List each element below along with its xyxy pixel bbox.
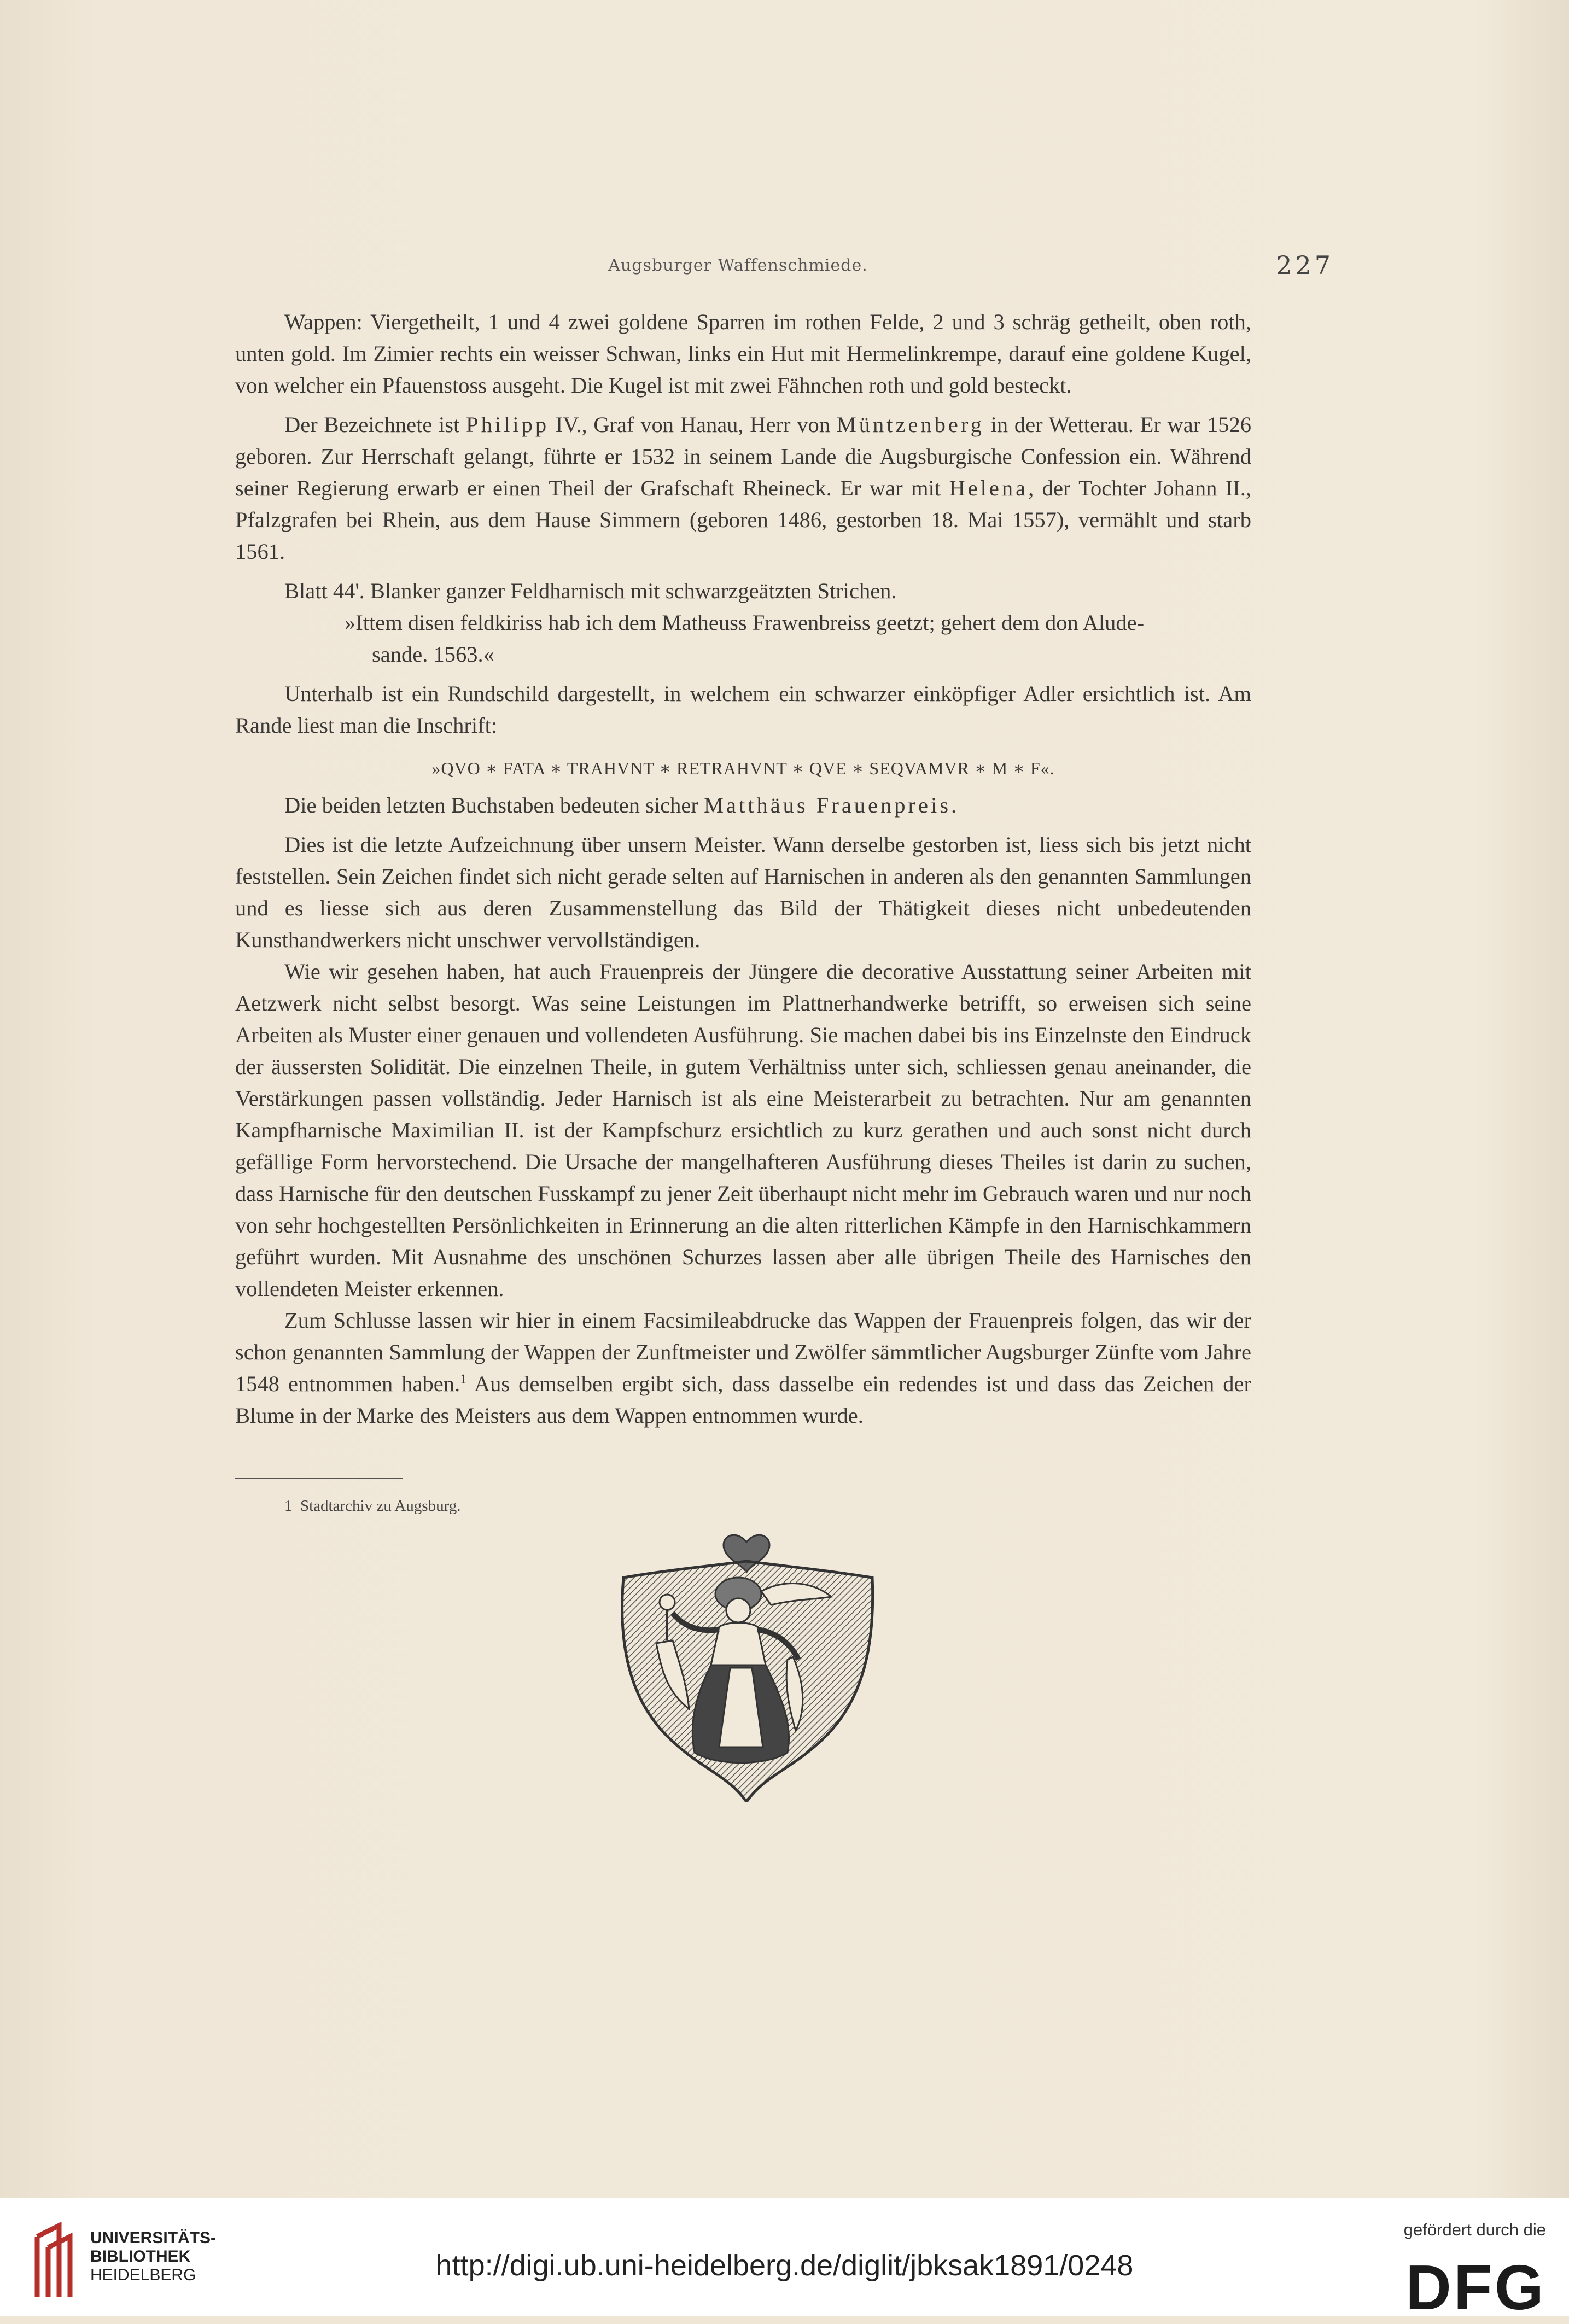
body-text [235, 306, 1251, 1432]
text-run: Der Bezeichnete ist [284, 412, 466, 437]
paragraph-rundschild: Unterhalb ist ein Rundschild dargestellt, in welchem ein schwarzer einköpfiger Adler ersichtlich ist. Am Rande liest man die Inschrift: [235, 681, 1251, 738]
name-helena: Helena [949, 476, 1029, 500]
paragraph-coat-of-arms: Wappen: Viergetheilt, 1 und 4 zwei goldene Sparren im rothen Felde, 2 und 3 schräg getheilt, oben roth, unten gold. Im Zimier rechts ein weisser Schwan, links ein Hut mit Hermelinkrempe, darauf eine goldene Kugel, von welcher ein Pfauenstoss ausgeht. Die Kugel ist mit zwei Fähnchen roth und gold besteckt. [235, 310, 1251, 398]
name-muentzenberg: Müntzenberg [836, 412, 984, 437]
library-name-line-1: UNIVERSITÄTS- [90, 2229, 217, 2247]
text-run: in der Wetterau. Er war 1526 geboren. Zur Herrschaft gelangt, führte er 1532 in seinem Lande die Augsburgische Confession ein. Während seiner Regierung erwarb er einen Theil der Grafschaft Rheineck. Er war mit [235, 412, 1251, 500]
text-run: IV., Graf von Hanau, Herr von [549, 412, 837, 437]
name-frauenpreis: Matthäus Frauenpreis [703, 793, 951, 818]
funding-caption: gefördert durch die [1403, 2220, 1546, 2239]
paragraph-philipp [235, 409, 1251, 568]
page-header [235, 250, 1334, 283]
footnote [284, 1497, 460, 1515]
page-number: 227 [1276, 250, 1334, 280]
paragraph-blatt: Blatt 44'. Blanker ganzer Feldharnisch mit schwarzgeätzten Strichen. [284, 579, 897, 603]
quote-line-2: sande. 1563.« [372, 642, 494, 667]
library-name-line-3: HEIDELBERG [90, 2266, 196, 2284]
paragraph-aufzeichnung: Dies ist die letzte Aufzeichnung über unsern Meister. Wann derselbe gestorben ist, liess sich bis jetzt nicht feststellen. Sein Zeichen findet sich nicht gerade selten auf Harnischen in anderen als den genannten Sammlungen und es liesse sich aus deren Zusammenstellung das Bild der Thätigkeit dieses nicht unbedeutenden Kunsthandwerkers nicht unschwer vervollständigen. [235, 832, 1251, 952]
quote-line-1: »Ittem disen feldkiriss hab ich dem Matheuss Frawenbreiss geetzt; gehert dem don Alude- [345, 610, 1145, 635]
text-run: Zum Schlusse lassen wir hier in einem Facsimileabdrucke das Wappen der Frauenpreis folgen, das wir der schon genannten Sammlung der Wappen der Zunftmeister und Zwölfer sämmtlicher Augsburger Zünfte vom Jahre 1548 entnommen haben. [235, 1308, 1251, 1396]
footnote-rule [235, 1478, 403, 1479]
footnote-marker: 1 [284, 1497, 293, 1515]
text-run: Die beiden letzten Buchstaben bedeuten sicher [284, 793, 704, 818]
text-run: . [951, 793, 957, 818]
footnote-ref: 1 [460, 1372, 467, 1387]
dfg-logo: DFG [1405, 2252, 1546, 2323]
inscription: »QVO ∗ FATA ∗ TRAHVNT ∗ RETRAHVNT ∗ QVE ∗ SEQVAMVR ∗ M ∗ F«. [431, 758, 1055, 778]
name-philipp: Philipp [466, 412, 550, 437]
paragraph-leistungen: Wie wir gesehen haben, hat auch Frauenpreis der Jüngere die decorative Ausstattung seiner Arbeiten mit Aetzwerk nicht selbst besorgt. Was seine Leistungen im Plattnerhandwerke betrifft, so erweisen sich seine Arbeiten als Muster einer genauen und vollendeten Ausführung. Sie machen dabei bis ins Einzelnste den Eindruck der äussersten Solidität. Die einzelnen Theile, in gutem Verhältniss unter sich, schliessen genau aneinander, die Verstärkungen passen vollständig. Jeder Harnisch ist als eine Meisterarbeit zu betrachten. Nur am genannten Kampfharnische Maximilian II. ist der Kampfschurz ersichtlich zu kurz gerathen und auch sonst nicht durch gefällige Form hervorstechend. Die Ursache der mangelhafteren Ausführung dieses Theiles ist darin zu suchen, dass Harnische für den deutschen Fusskampf zu jener Zeit überhaupt nicht mehr im Gebrauch waren und nur noch von sehr hochgestellten Persönlichkeiten in Erinnerung an die alten ritterlichen Kämpfe in den Harnischkammern geführt wurden. Mit Ausnahme des unschönen Schurzes lassen aber alle übrigen Theile des Harnisches den vollendeten Meister erkennen. [235, 959, 1251, 1301]
library-name-line-2: BIBLIOTHEK [90, 2247, 191, 2265]
digitization-footer [0, 2198, 1569, 2323]
footnote-text: Stadtarchiv zu Augsburg. [300, 1497, 461, 1515]
paragraph-buchstaben [235, 790, 1251, 821]
permalink-url[interactable]: http://digi.ub.uni-heidelberg.de/diglit/jbksak1891/0248 [435, 2249, 1134, 2282]
text-run: , der Tochter Johann II., Pfalzgrafen bei Rhein, aus dem Hause Simmern (geboren 1486, gestorben 18. Mai 1557), vermählt und starb 1561. [235, 476, 1252, 564]
running-title: Augsburger Waffenschmiede. [608, 256, 868, 275]
paragraph-schluss [235, 1305, 1251, 1432]
frauenpreis-coat-of-arms-illustration [607, 1517, 891, 1802]
text-run: Aus demselben ergibt sich, dass dasselbe ein redendes ist und dass das Zeichen der Blume in der Marke des Meisters aus dem Wappen entnommen wurde. [235, 1371, 1251, 1428]
